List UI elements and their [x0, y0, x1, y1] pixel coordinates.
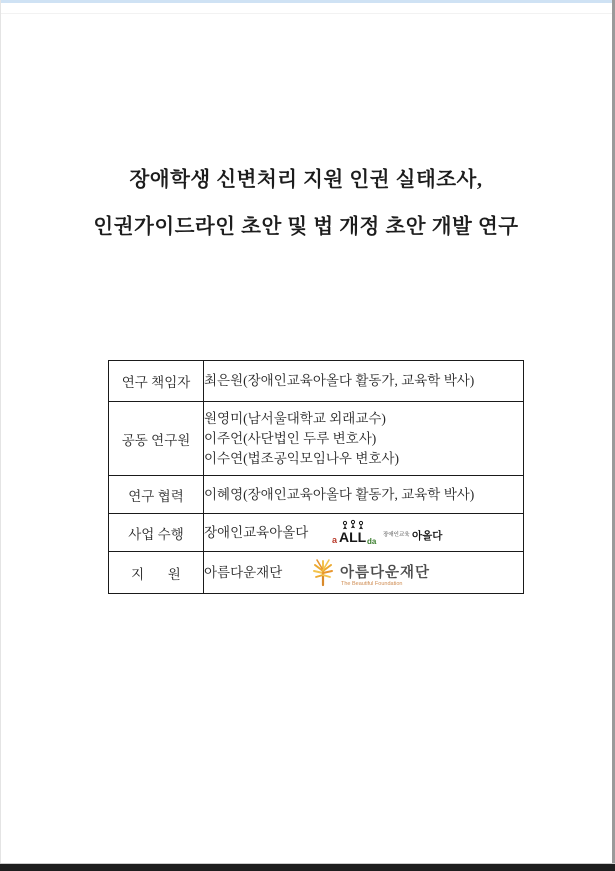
row-label: 공동 연구원	[109, 402, 204, 476]
table-row-executing-org	[109, 514, 524, 552]
bf-logo-name-ko: 아름다운재단	[340, 564, 431, 581]
table-row-co-researchers	[109, 402, 524, 476]
row-value-line: 장애인교육아올다	[204, 524, 309, 540]
all-logo-caption-small: 장애인교육	[383, 531, 410, 538]
row-label: 연구 책임자	[109, 361, 204, 402]
document-title	[0, 157, 612, 251]
row-value-line: 이주언(사단법인 두루 변호사)	[204, 430, 377, 446]
all-logo	[330, 519, 448, 547]
document-title-line2: 인권가이드라인 초안 및 법 개정 초안 개발 연구	[93, 216, 519, 238]
row-value-line: 원영미(남서울대학교 외래교수)	[204, 410, 386, 426]
row-value	[204, 552, 524, 594]
row-label: 사업 수행	[109, 514, 204, 552]
row-value	[204, 361, 524, 402]
row-value	[204, 402, 524, 476]
bf-logo-name-en: The Beautiful Foundation	[341, 580, 403, 587]
all-logo-caption-brand: 아올다	[412, 530, 443, 542]
all-logo-suffix: da	[367, 536, 377, 546]
tree-icon	[310, 557, 432, 589]
stick-figures-icon	[330, 519, 448, 547]
row-label: 지 원	[109, 552, 204, 594]
row-value	[204, 476, 524, 514]
viewer-bottom-strip	[0, 864, 615, 871]
row-value	[204, 514, 524, 552]
viewer-top-hairline	[0, 13, 615, 14]
all-logo-main: ALL	[339, 528, 367, 545]
credits-table	[108, 360, 524, 594]
all-logo-prefix: a	[332, 534, 338, 545]
page-edge-left	[0, 0, 1, 871]
document-title-line1: 장애학생 신변처리 지원 인권 실태조사,	[129, 169, 483, 191]
row-value-line: 최은원(장애인교육아올다 활동가, 교육학 박사)	[204, 373, 475, 388]
bf-logo	[310, 557, 432, 589]
table-row-research-cooperation	[109, 476, 524, 514]
table-row-supporting-org	[109, 552, 524, 594]
row-value-line: 이수연(법조공익모임나우 변호사)	[204, 450, 399, 466]
row-value-line: 이혜영(장애인교육아올다 활동가, 교육학 박사)	[204, 486, 475, 502]
row-value-line: 아름다운재단	[204, 564, 283, 580]
row-label: 연구 협력	[109, 476, 204, 514]
viewer-top-strip	[0, 0, 615, 3]
table-row-principal-researcher	[109, 361, 524, 402]
